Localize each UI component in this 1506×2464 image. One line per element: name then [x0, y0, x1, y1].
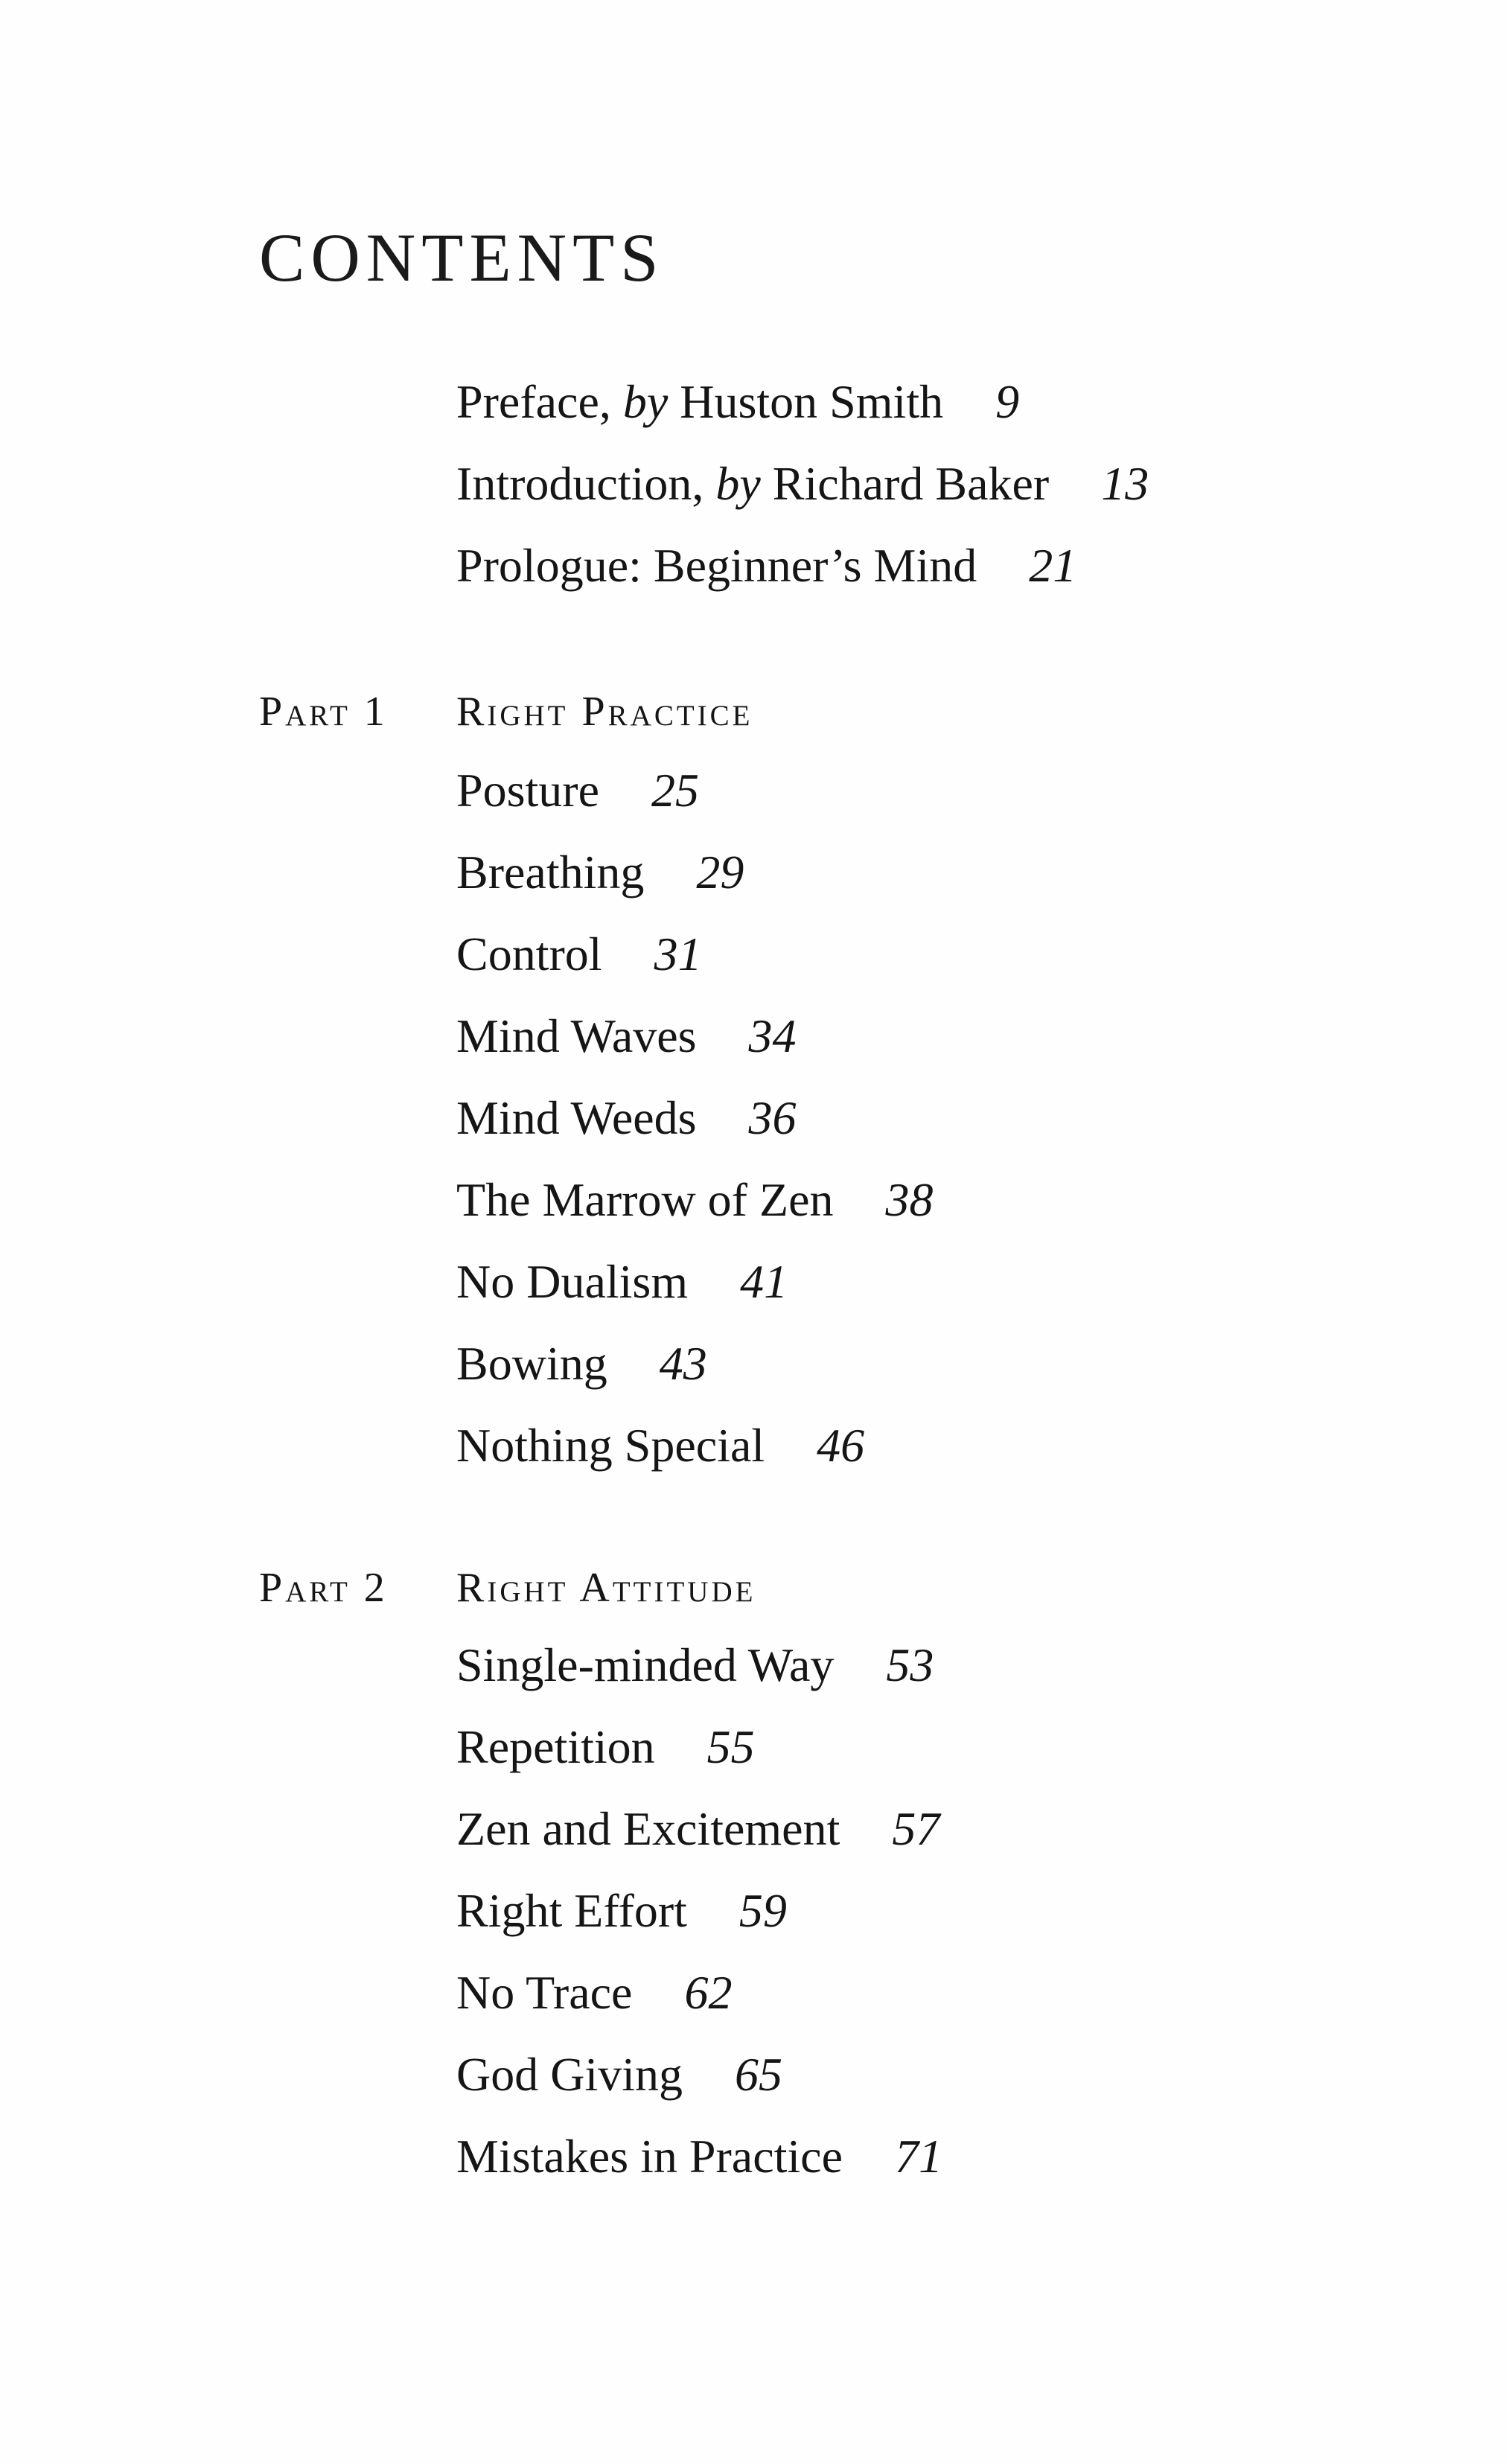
- toc-entry: [456, 1091, 797, 1144]
- entry-title: Single-minded Way: [456, 1638, 835, 1691]
- toc-entry: [456, 1419, 865, 1472]
- entry-title: Bowing: [456, 1337, 607, 1390]
- page-number: 55: [706, 1720, 755, 1773]
- page-number: 9: [995, 375, 1020, 428]
- entry-title: Mistakes in Practice: [456, 2130, 843, 2183]
- entry-author: Richard Baker: [760, 457, 1050, 510]
- part-2-label: Part 2: [259, 1565, 388, 1611]
- entry-title: Introduction,: [456, 457, 716, 510]
- entry-title: God Giving: [456, 2048, 683, 2101]
- page-number: 41: [740, 1255, 788, 1308]
- page-number: 62: [684, 1966, 733, 2019]
- part-1-label: Part 1: [259, 689, 388, 735]
- toc-entry: [456, 1009, 797, 1062]
- page-number: 43: [659, 1337, 707, 1390]
- entry-title: Repetition: [456, 1720, 655, 1773]
- entry-by: by: [622, 375, 669, 428]
- page-number: 59: [738, 1884, 787, 1937]
- entry-title: The Marrow of Zen: [456, 1173, 834, 1226]
- page-number: 46: [817, 1419, 865, 1472]
- toc-entry: [456, 1966, 733, 2019]
- entry-title: Control: [456, 928, 602, 980]
- toc-entry: [456, 2048, 782, 2101]
- page-number: 29: [696, 846, 744, 899]
- toc-entry: [456, 1802, 940, 1855]
- entry-title: Prologue: Beginner’s Mind: [456, 539, 977, 592]
- entry-title: No Dualism: [456, 1255, 689, 1308]
- entry-title: Breathing: [456, 846, 645, 899]
- toc-entry-preface: [456, 375, 1020, 428]
- page-number: 13: [1101, 457, 1149, 510]
- entry-title: Nothing Special: [456, 1419, 765, 1472]
- entry-title: Zen and Excitement: [456, 1802, 840, 1855]
- page-number: 57: [892, 1802, 940, 1855]
- page-number: 31: [654, 928, 702, 980]
- page-number: 34: [748, 1009, 797, 1062]
- toc-entry: [456, 1720, 755, 1773]
- entry-by: by: [715, 457, 761, 510]
- page-number: 53: [886, 1638, 934, 1691]
- toc-entry-introduction: [456, 457, 1149, 510]
- entry-title: Preface,: [456, 375, 623, 428]
- entry-title: Posture: [456, 764, 599, 817]
- page-number: 21: [1029, 539, 1077, 592]
- toc-entry: [456, 1884, 787, 1937]
- toc-entry-prologue: [456, 539, 1077, 592]
- toc-entry: [456, 2130, 942, 2183]
- toc-entry: [456, 1255, 788, 1308]
- part-1-title: Right Practice: [456, 689, 753, 735]
- entry-author: Huston Smith: [668, 375, 944, 428]
- entry-title: No Trace: [456, 1966, 633, 2019]
- toc-entry: [456, 1337, 707, 1390]
- toc-entry: [456, 1173, 934, 1226]
- toc-entry: [456, 928, 702, 980]
- part-2-title: Right Attitude: [456, 1565, 756, 1611]
- entry-title: Mind Waves: [456, 1009, 697, 1062]
- page-number: 71: [894, 2130, 942, 2183]
- entry-title: Mind Weeds: [456, 1091, 697, 1144]
- page-number: 38: [885, 1173, 934, 1226]
- toc-entry: [456, 846, 744, 899]
- toc-entry: [456, 764, 699, 817]
- entry-title: Right Effort: [456, 1884, 687, 1937]
- toc-entry: [456, 1638, 934, 1691]
- page-number: 36: [748, 1091, 797, 1144]
- contents-heading: CONTENTS: [259, 220, 665, 296]
- page-number: 65: [735, 2048, 782, 2101]
- page-number: 25: [651, 764, 699, 817]
